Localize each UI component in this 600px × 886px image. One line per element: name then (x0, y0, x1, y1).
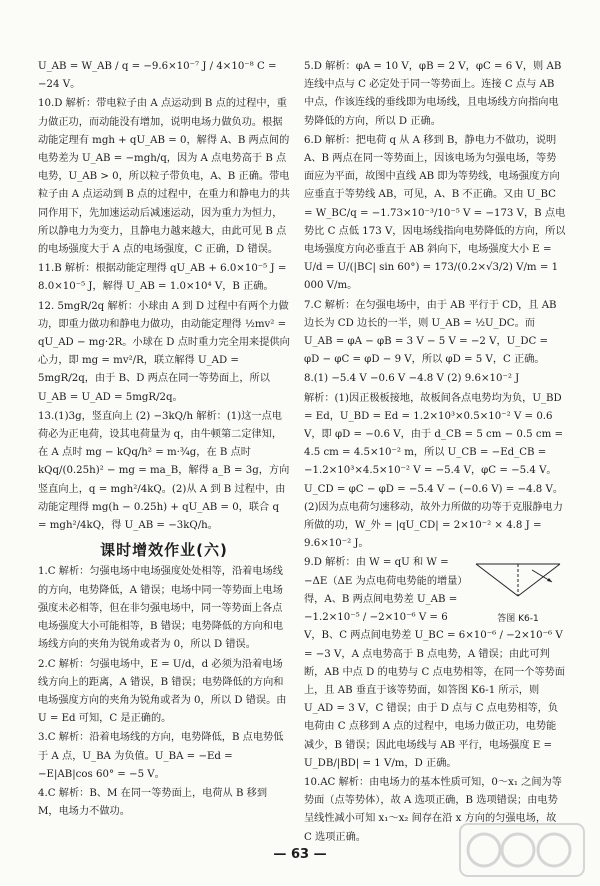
answer-item: 7.C 解析：在匀强电场中，由于 AB 平行于 CD，且 AB 边长为 CD 边长的一半，则 U_AB = ½U_DC。而 U_AB = φA − φB = 3 V − 5 V = −2 V，U_DC = φD − φC = φD − 9 V，所以 φD = 5 V，C 正确。 (304, 299, 557, 366)
answer-item: 12. 5mgR/2q 解析：小球由 A 到 D 过程中有两个力做功，即重力做功和静电力做功，由动能定理得 ½mv² = qU_AD − mg·2R。小球在 D 点时重力完全用来提供向心力，即 mg = mv²/R，联立解得 U_AD = 5mgR/2q，由于 B、D 两点在同一等势面上，所以 U_AB = U_AD = 5mgR/2q。 (38, 300, 290, 403)
answer-item: 解析：(1)因正极板接地，故板间各点电势均为负，U_BD = Ed，U_BD = Ed = 1.2×10³×0.5×10⁻² V = 0.6 V，即 φD = −0.6 V，由于 d_CB = 5 cm − 0.5 cm = 4.5 cm = 4.5×10⁻² m，所以 U_CB = −Ed_CB = −1.2×10³×4.5×10⁻² V = −5.4 V，φC = −5.4 V。U_CD = φC − φD = −5.4 V − (−0.6 V) = −4.8 V。(2)因为点电荷匀速移动，故外力所做的功等于克服静电力所做的功，W_外 = |qU_CD| = 2×10⁻² × 4.8 J = 9.6×10⁻² J。 (304, 392, 564, 550)
answer-item: 11.B 解析：根据动能定理得 qU_AB + 6.0×10⁻⁵ J = 8.0×10⁻⁵ J，解得 U_AB = 1.0×10⁴ V，B 正确。 (38, 263, 287, 293)
answer-item: 2.C 解析：匀强电场中，E = U/d，d 必须为沿着电场线方向上的距离，A 错误，B 错误；电势降低的方向和电场强度方向的夹角为锐角或者为 0，所以 D 错误。由 U = Ed 可知，C 是正确的。 (38, 658, 287, 725)
answer-item: 5.D 解析：φA = 10 V，φB = 2 V，φC = 6 V，则 AB 连线中点与 C 必定处于同一等势面上。连接 C 点与 AB 中点，作该连线的垂线即为电场线，且电场线方向指向电势降低的方向，所以 D 正确。 (304, 61, 562, 127)
answer-item: U_AB = W_AB / q = −9.6×10⁻⁷ J / 4×10⁻⁸ C = −24 V。 (38, 61, 277, 91)
answer-item: 10.D 解析：带电粒子由 A 点运动到 B 点的过程中，重力做正功，而动能没有增加，说明电场力做负功。根据动能定理有 mgh + qU_AB = 0，解得 A、B 两点间的电势差为 U_AB = −mgh/q，因为 A 点电势高于 B 点电势，U_AB > 0，所以粒子带负电，A、B 正确。带电粒子由 A 点运动到 B 点的过程中，在重力和静电力的共同作用下，先加速运动后减速运动，因为重力为恒力，所以静电力为变力，且静电力越来越大，由此可见 B 点的电场强度大于 A 点的电场强度，C 正确，D 错误。 (38, 98, 290, 256)
answer-item: 6.D 解析：把电荷 q 从 A 移到 B，静电力不做功，说明 A、B 两点在同一等势面上，因该电场为匀强电场，等势面应为平面，故图中直线 AB 即为等势线，电场强度方向应垂直于等势线 AB，可见，A、B 不正确。又由 U_BC = W_BC/q = −1.73×10⁻³/10⁻⁵ V = −173 V，B 点电势比 C 点低 173 V，因电场线指向电势降低的方向，所以电场强度方向必垂直于 AB 斜向下，电场强度大小 E = U/d = U/(|BC| sin 60°) = 173/(0.2×√3/2) V/m = 1 000 V/m。 (304, 134, 566, 292)
answer-item: 8.(1) −5.4 V −0.6 V −4.8 V (2) 9.6×10⁻² J (304, 373, 520, 385)
answer-item: 13.(1)3g，竖直向上 (2) −3kQ/h 解析：(1)这一点电荷必为正电荷，设其电荷量为 q，由牛顿第二定律知，在 A 点时 mg − kQq/h² = m·¾g，在 B 点时 kQq/(0.25h)² − mg = ma_B，解得 a_B = 3g，方向竖直向上，q = mgh²/4kQ。(2)从 A 到 B 过程中，由动能定理得 mg(h − 0.25h) + qU_AB = 0，联合 q = mgh²/4kQ，得 U_AB = −3kQ/h。 (38, 410, 290, 532)
section-title: 课时增效作业(六) (100, 541, 228, 560)
answer-item: 9.D 解析：由 W = qU 和 W = −ΔE（ΔE 为点电荷电势能的增量）得，A、B 两点间电势差 U_AB = −1.2×10⁻⁵ / −2×10⁻⁶ V = 6 V，B、C 两点间电势差 U_BC = 6×10⁻⁶ / −2×10⁻⁶ V = −3 V，A 点电势高于 B 点电势，A 错误；由此可判断，AB 中点 D 的电势与 C 点电势相等，在同一个等势面上，且 AB 垂直于该等势面，如答图 K6-1 所示，则 U_AD = 3 V，C 错误；由于 D 点与 C 点电势相等，负电荷由 C 点移到 A 点的过程中，电场力做正功，电势能减少，B 错误；因此电场线与 AB 平行，电场强度 E = U_DB/|BD| = 1 V/m，D 正确。 (304, 557, 565, 769)
answer-item: 4.C 解析：B、M 在同一等势面上，电荷从 B 移到 M，电场力不做功。 (38, 787, 268, 818)
answer-item: 10.AC 解析：由电场力的基本性质可知，0～x₁ 之间为等势面（点等势体），故 A 选项正确，B 选项错误；由电势呈线性减小可知 x₁～x₂ 间存在沿 x 方向的匀强电场，故 C 选项正确。 (304, 776, 562, 843)
answer-item: 1.C 解析：匀强电场中电场强度处处相等，沿着电场线的方向，电势降低，A 错误；电场中同一等势面上电场强度未必相等，但在非匀强电场中，同一等势面上各点电场强度大小可能相等，B 错误；电势降低的方向和电场线方向的夹角为锐角或者为 0，所以 D 错误。 (38, 566, 284, 651)
watermark-logo (458, 822, 586, 878)
page-number: — 63 — (273, 847, 327, 862)
figure-k6-1 (470, 556, 566, 624)
left-column (38, 58, 290, 822)
figure-caption: 答图 K6-1 (497, 613, 539, 624)
answer-item: 3.C 解析：沿着电场线的方向，电势降低，B 点电势低于 A 点，U_BA 为负值。U_BA = −Ed = −E|AB|cos 60° = −5 V。 (38, 732, 284, 780)
triangle-diagram (470, 556, 566, 602)
right-column (304, 58, 566, 848)
